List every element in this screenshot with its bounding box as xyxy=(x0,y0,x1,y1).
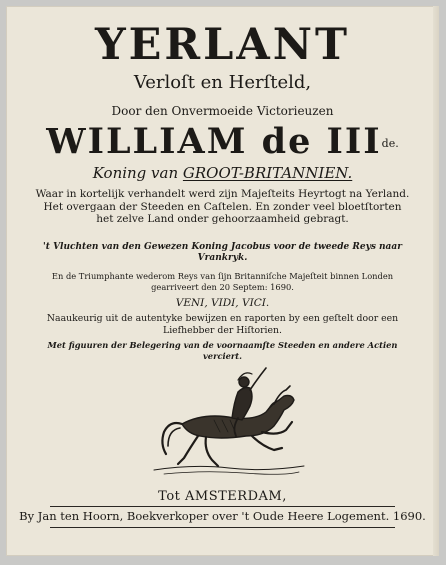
figures-line: Met figuuren der Belegering van de voornaamſte Steeden en andere Actien verciert. xyxy=(47,340,398,361)
king-title-prefix: Koning van xyxy=(92,164,183,182)
place-line: Tot AMSTERDAM, xyxy=(158,489,287,504)
imprint-line: By Jan ten Hoorn, Boekverkoper over 't Oude Heere Logement. 1690. xyxy=(19,509,426,523)
king-name xyxy=(6,122,439,162)
triumph-line: En de Triumphante wederom Reys van ſijn Britanniſche Majeſteit binnen Londen gearriveert den 20 Septem: 1690. xyxy=(51,271,394,292)
accounts-line: Naaukeurig uit de autentyke bewijzen en raporten by een geſtelt door een Liefhebber der Hiſtorien. xyxy=(46,313,399,336)
summary-paragraph: Waar in kortelijk verhandelt werd zijn Majeſteits Heyrtogt na Yerland. Het overgaan der Steeden en Caſtelen. En zonder veel bloetſtorten het zelve Land onder gehoorzaamheid gebragt. xyxy=(35,188,410,225)
imprint-bottom-rule xyxy=(50,527,395,528)
title-page xyxy=(6,6,439,556)
king-name-text: WILLIAM de III xyxy=(46,121,382,162)
flight-line: 't Vluchten van den Gewezen Koning Jacobus voor de tweede Reys naar Vrankryk. xyxy=(43,242,402,263)
king-title-realm: GROOT-BRITANNIEN. xyxy=(182,164,353,182)
king-name-suffix: de. xyxy=(381,137,399,150)
king-title xyxy=(6,164,439,182)
motto: VENI, VIDI, VICI. xyxy=(175,297,270,309)
subtitle: Verloſt en Herſteld, xyxy=(133,72,312,93)
main-title: YERLANT xyxy=(94,20,351,70)
imprint-top-rule xyxy=(50,506,395,507)
dedication-line: Door den Onvermoeide Victorieuzen xyxy=(111,104,334,118)
horseman-woodcut-icon xyxy=(134,362,314,482)
